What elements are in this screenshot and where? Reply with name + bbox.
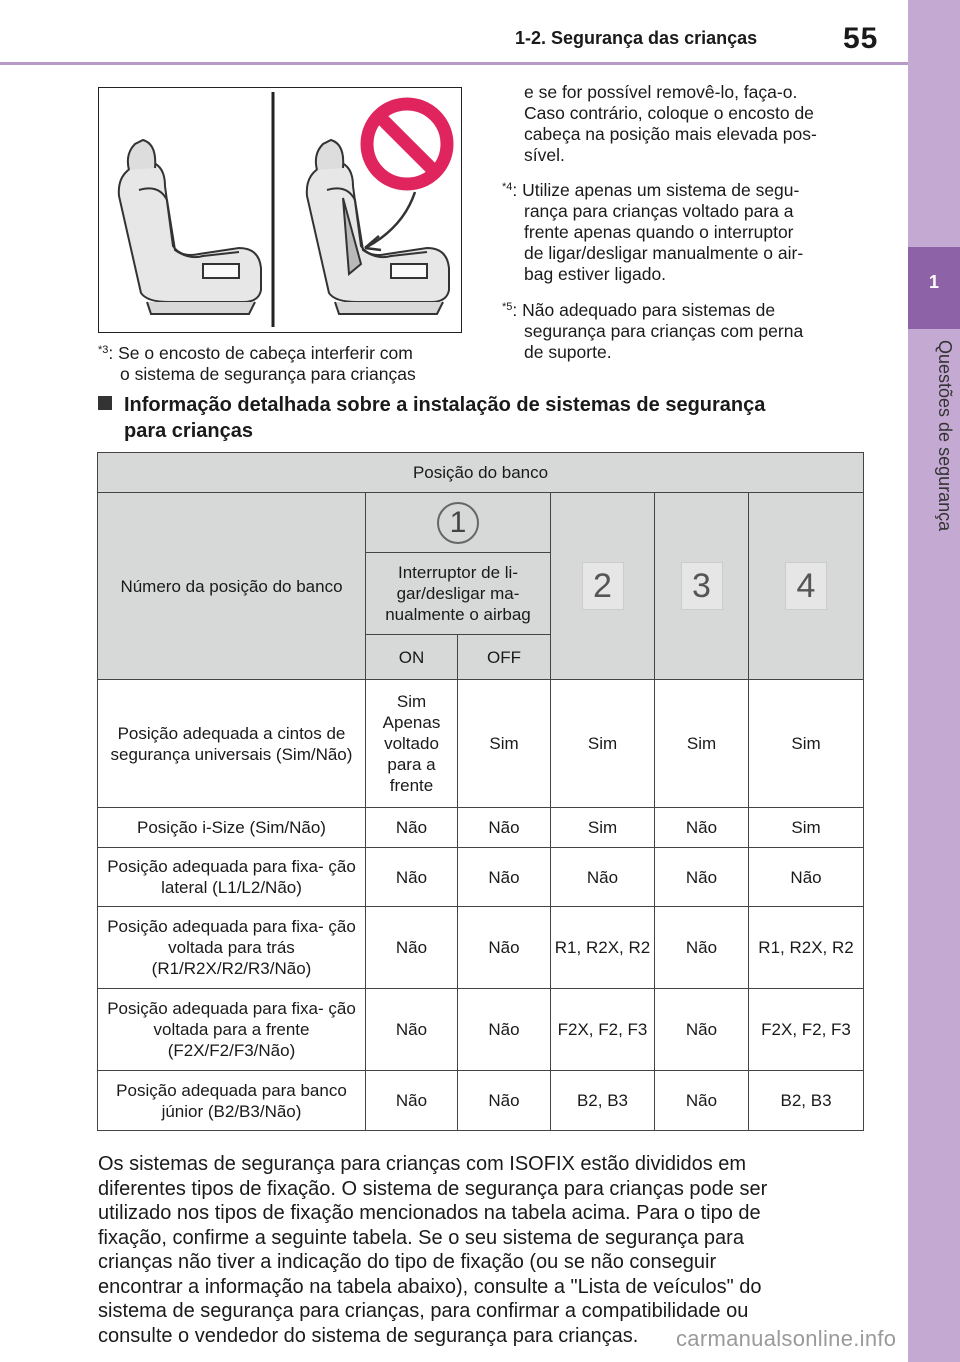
table-cell: Não [366, 989, 458, 1071]
row-label: Posição adequada para banco júnior (B2/B3/Não) [98, 1071, 366, 1131]
table-cell: Não [366, 808, 458, 848]
table-cell: Não [655, 907, 749, 989]
table-cell: Sim [749, 808, 864, 848]
header-seat-number: Número da posição do banco [98, 493, 366, 680]
page-number: 55 [843, 22, 879, 55]
seat-3-header [655, 493, 749, 680]
footnote-3: $^{*3}$: Se o encosto de cabeça interferir com o sistema de segurança para crianças [98, 343, 416, 384]
seat-1-header [366, 493, 551, 553]
row-label: Posição adequada para fixa- ção lateral (L1/L2/Não) [98, 848, 366, 907]
row-label: Posição adequada para fixa- ção voltada para trás (R1/R2X/R2/R3/Não) [98, 907, 366, 989]
table-cell: Sim [655, 680, 749, 808]
table-cell: Não [366, 1071, 458, 1131]
table-cell: F2X, F2, F3 [749, 989, 864, 1071]
paragraph-line: crianças não tiver a indicação do tipo de fixação (ou se não conseguir [98, 1251, 717, 1273]
seat-4-number: 4 [785, 562, 827, 610]
table-cell: R1, R2X, R2 [749, 907, 864, 989]
table-cell: Não [551, 848, 655, 907]
header-rule [0, 62, 908, 65]
row-label: Posição adequada a cintos de segurança universais (Sim/Não) [98, 680, 366, 808]
child-seat-correct-icon [119, 140, 261, 314]
chapter-title: Questões de segurança [935, 340, 955, 532]
table-cell [366, 680, 458, 808]
table-cell: Sim [458, 680, 551, 808]
chapter-number: 1 [928, 272, 939, 292]
footnote-3-continued: e se for possível removê-lo, faça-o. Caso contrário, coloque o encosto de cabeça na posição mais elevada pos- sível. [524, 82, 817, 165]
table-cell: Não [655, 1071, 749, 1131]
watermark: carmanualsonline.info [676, 1326, 897, 1351]
airbag-switch-header: Interruptor de li- gar/desligar ma- nualmente o airbag [366, 553, 551, 635]
table-cell: Não [458, 1071, 551, 1131]
table-cell: R1, R2X, R2 [551, 907, 655, 989]
section-title: Informação detalhada sobre a instalação de sistemas de segurança para crianças [98, 392, 858, 444]
cell-value: Sim [396, 692, 427, 711]
header-seat-position: Posição do banco [98, 453, 864, 493]
table-cell: Não [749, 848, 864, 907]
seat-compatibility-table [97, 452, 864, 1131]
table-cell: Não [458, 989, 551, 1071]
airbag-off-header: OFF [458, 635, 551, 680]
paragraph-line: diferentes tipos de fixação. O sistema de segurança para crianças pode ser [98, 1177, 768, 1200]
seat-2-number: 2 [582, 562, 624, 610]
table-cell: Sim [749, 680, 864, 808]
section-header: 1-2. Segurança das crianças [515, 28, 758, 48]
table-cell: Não [458, 848, 551, 907]
paragraph-line: encontrar a informação na tabela abaixo), consulte a "Lista de veículos" do [98, 1275, 762, 1298]
table-cell: Não [458, 907, 551, 989]
table-cell: Não [655, 808, 749, 848]
table-cell: F2X, F2, F3 [551, 989, 655, 1071]
table-cell: B2, B3 [749, 1071, 864, 1131]
table-cell: Sim [551, 808, 655, 848]
footnote-5: $^{*5}$: Não adequado para sistemas de segurança para crianças com perna de suporte. [502, 300, 804, 362]
prohibition-icon [367, 104, 447, 184]
table-cell: Não [366, 848, 458, 907]
paragraph-line: Os sistemas de segurança para crianças com ISOFIX estão divididos em [98, 1153, 747, 1175]
row-label: Posição i-Size (Sim/Não) [98, 808, 366, 848]
child-seat-illustration [98, 87, 462, 333]
table-cell: Sim [551, 680, 655, 808]
side-bar [908, 0, 960, 1362]
bullet-square-icon [98, 396, 112, 410]
cell-note: Apenas voltado para a frente [382, 713, 441, 795]
paragraph-line: utilizado nos tipos de fixação mencionados na tabela acima. Para o tipo de [98, 1202, 761, 1224]
footnote-4: $^{*4}$: Utilize apenas um sistema de segu- rança para crianças voltado para a frente apenas quando o interruptor de ligar/desligar manualmente o air- bag estiver ligado. [502, 180, 804, 284]
seat-3-number: 3 [681, 562, 723, 610]
table-cell: Não [458, 808, 551, 848]
table-cell: Não [366, 907, 458, 989]
paragraph-line: sistema de segurança para crianças, para confirmar a compatibilidade ou [98, 1300, 749, 1322]
table-cell: Não [655, 989, 749, 1071]
paragraph-line: fixação, confirme a seguinte tabela. Se o seu sistema de segurança para [98, 1226, 744, 1249]
airbag-on-header: ON [366, 635, 458, 680]
seat-2-header [551, 493, 655, 680]
table-cell: B2, B3 [551, 1071, 655, 1131]
seat-4-header [749, 493, 864, 680]
paragraph-line: consulte o vendedor do sistema de segurança para crianças. [98, 1324, 639, 1347]
seat-1-number: 1 [437, 502, 479, 544]
row-label: Posição adequada para fixa- ção voltada para a frente (F2X/F2/F3/Não) [98, 989, 366, 1071]
table-cell: Não [655, 848, 749, 907]
body-paragraph [98, 1152, 868, 1348]
